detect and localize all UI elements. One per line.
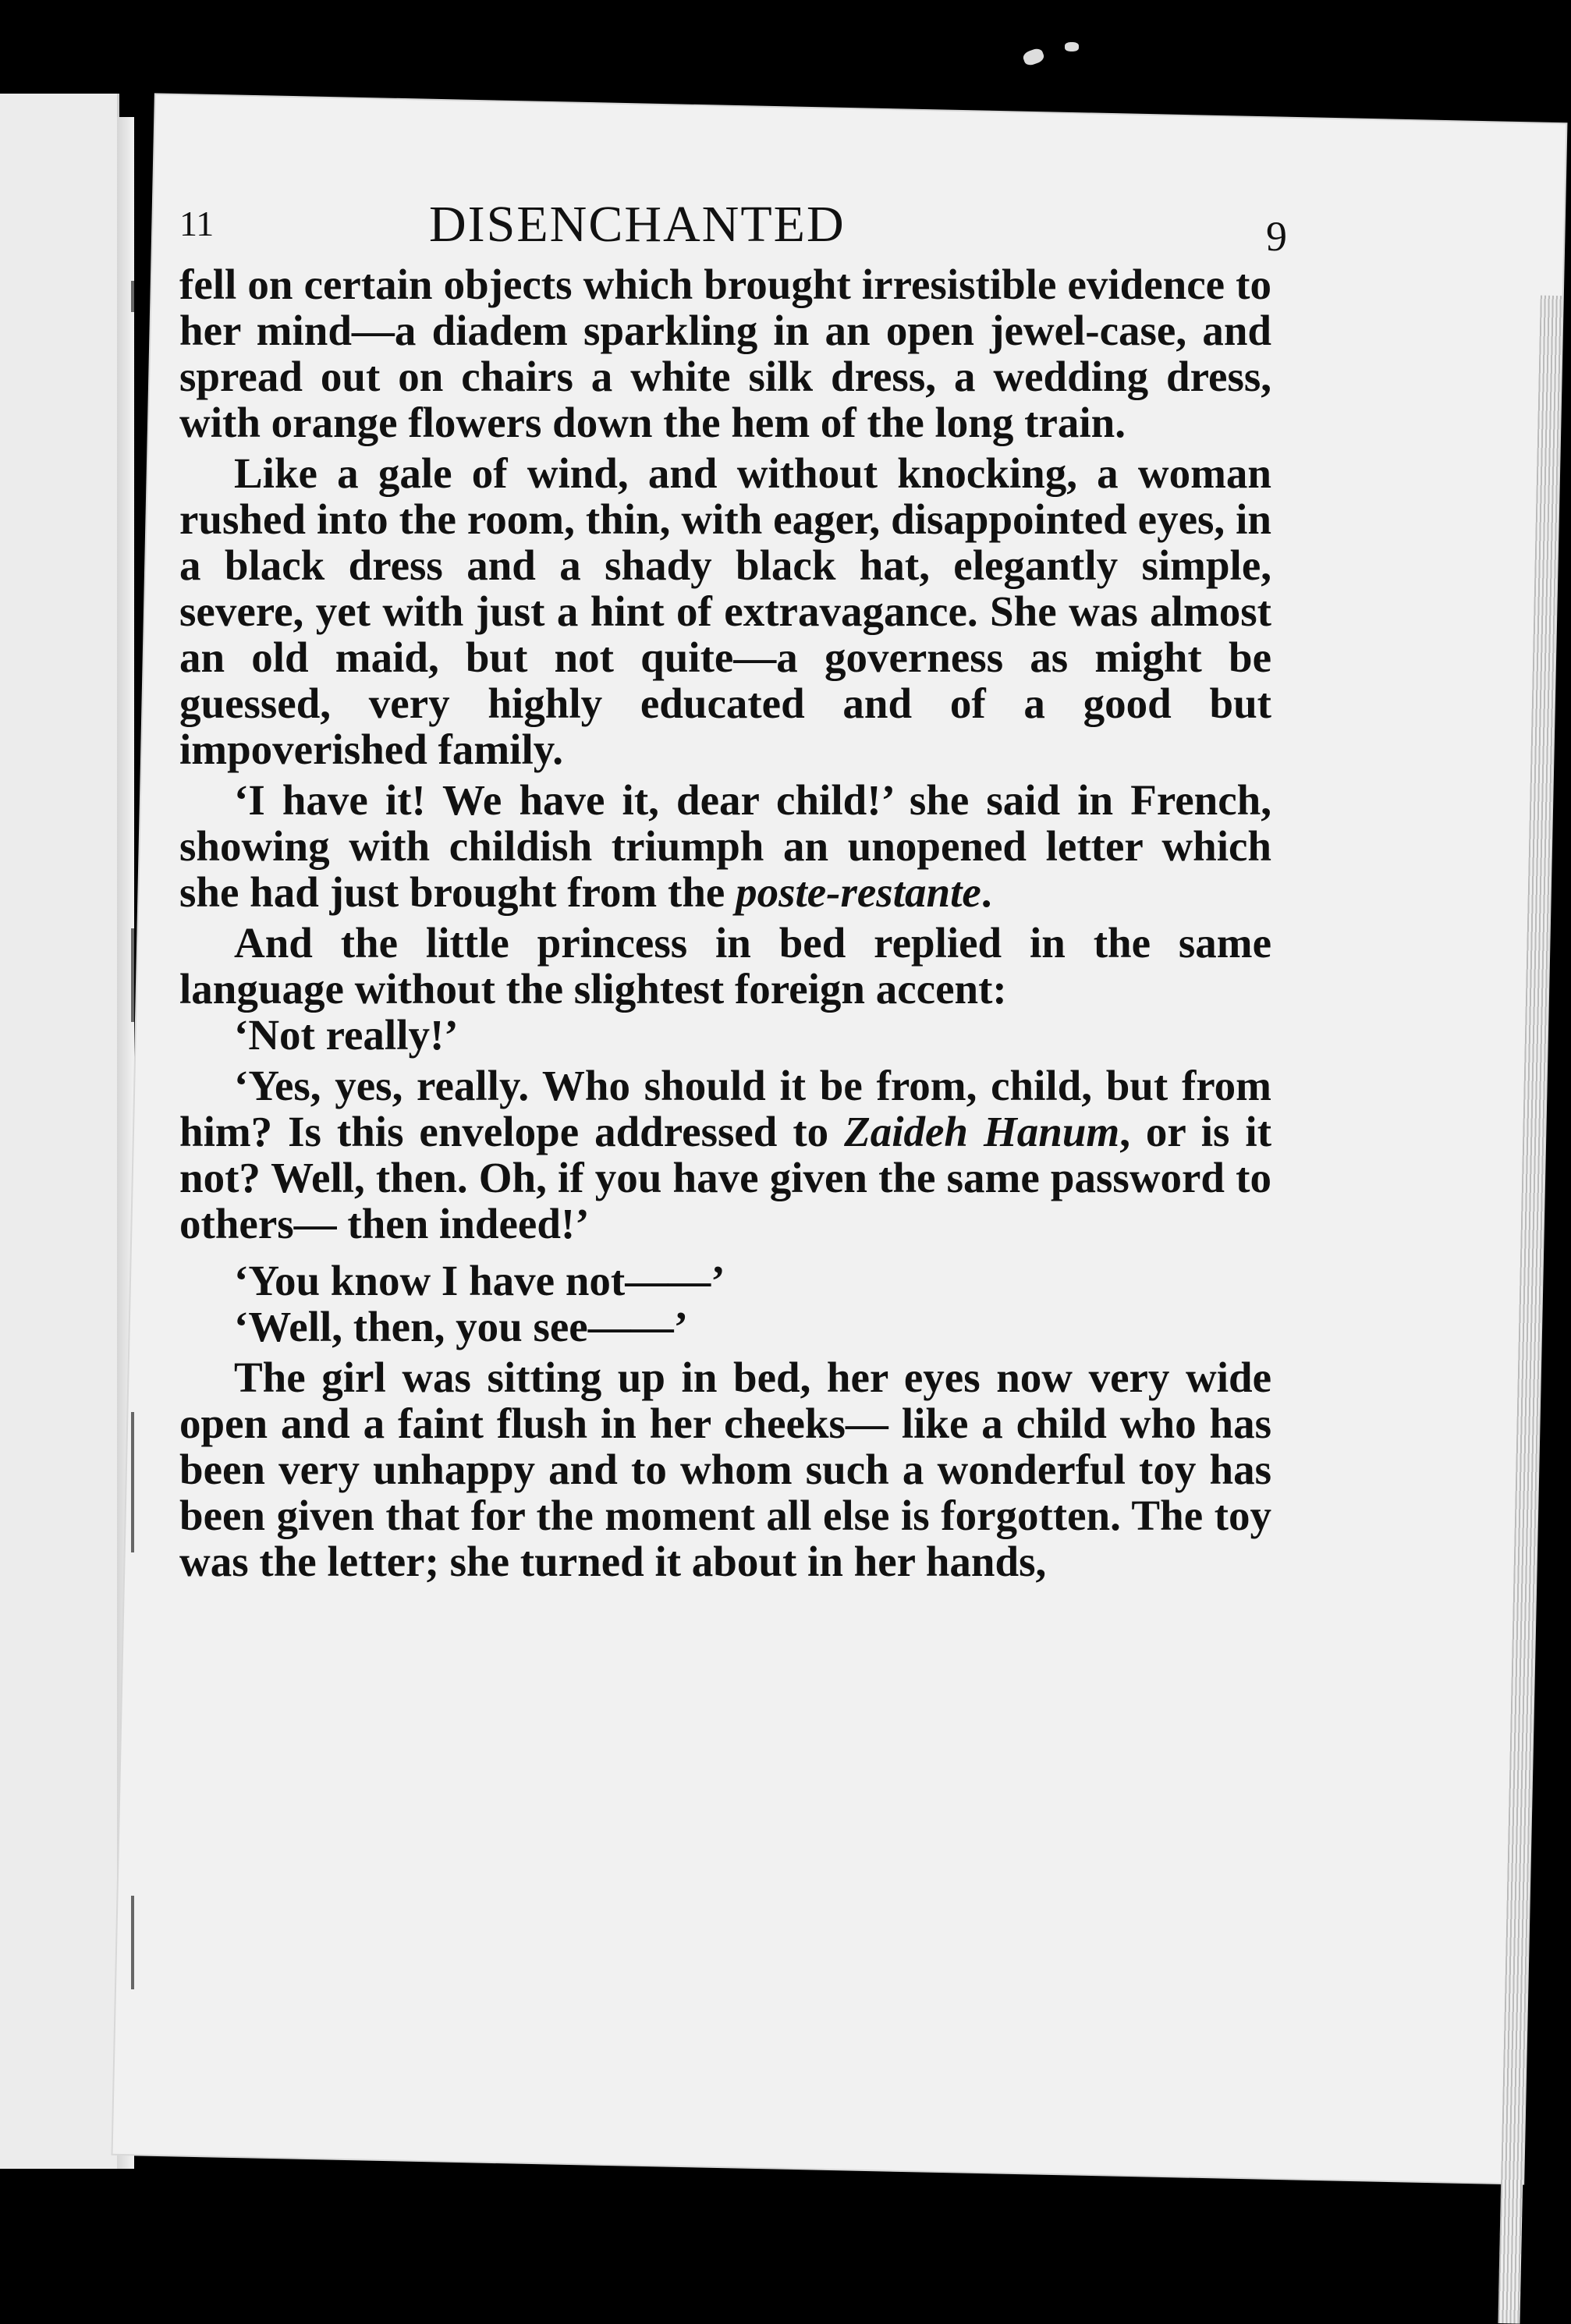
page-title: DISENCHANTED [429, 196, 846, 253]
running-head [179, 195, 1287, 265]
gutter-shadow [131, 1412, 134, 1552]
signature-mark: 11 [179, 204, 215, 243]
paragraph-3-text: ‘I have it! We have it, dear child!’ she said in French, showing with childish triumph an unopened letter which she had just brought from the poste-restante. [179, 776, 1271, 916]
scan-speck [1065, 42, 1079, 51]
paragraph-7: ‘You know I have not——’ [234, 1257, 725, 1304]
paragraph-3 [179, 777, 1271, 915]
page-number: 9 [1266, 213, 1287, 260]
paragraph-8: ‘Well, then, you see——’ [234, 1303, 689, 1350]
body-text [179, 261, 1271, 1584]
gutter-shadow [131, 928, 134, 1022]
paragraph-6-text: ‘Yes, yes, really. Who should it be from, child, but from him? Is this envelope addressed to Zaideh Hanum, or is it not? Well, then. Oh, if you have given the same password to others— then indeed!’ [179, 1062, 1272, 1247]
left-page-edge [0, 94, 119, 2169]
paragraph-6 [179, 1063, 1271, 1247]
gutter-shadow [131, 1896, 134, 1989]
paragraph-1: fell on certain objects which brought irresistible evidence to her mind—a diadem sparkling in an open jewel-case, and spread out on chairs a white silk dress, a wedding dress, with orange flowers down the hem of the long train. [179, 261, 1271, 446]
paragraph-4: And the little princess in bed replied in the same language without the slightest foreign accent: [179, 919, 1271, 1013]
paragraph-9: The girl was sitting up in bed, her eyes now very wide open and a faint flush in her cheeks— like a child who has been very unhappy and to whom such a wonderful toy has been given that for the moment all else is forgotten. The toy was the letter; she turned it about in her hands, [179, 1354, 1271, 1585]
paragraph-5: ‘Not really!’ [234, 1011, 459, 1059]
gutter-shadow [131, 281, 134, 312]
paragraph-2: Like a gale of wind, and without knocking, a woman rushed into the room, thin, with eager, disappointed eyes, in a black dress and a shady black hat, elegantly simple, severe, yet with just a hint of extravagance. She was almost an old maid, but not quite—a governess as might be guessed, very highly educated and of a good but impoverished family. [179, 449, 1271, 773]
